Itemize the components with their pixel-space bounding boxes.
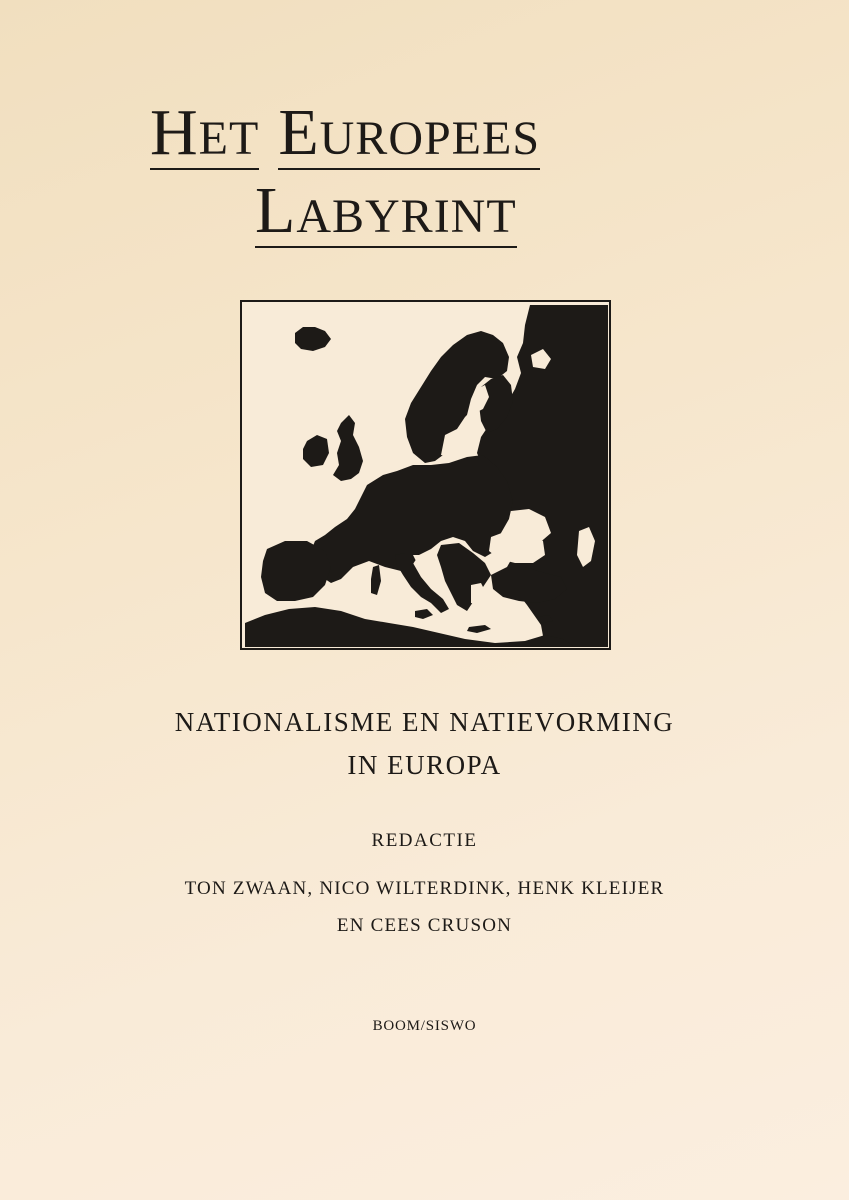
title-word-het <box>150 96 260 170</box>
subtitle-line-2: IN EUROPA <box>347 750 502 780</box>
title-word-labyrint <box>255 174 517 248</box>
title-cap-l: L <box>255 174 297 247</box>
title-cap-h: H <box>150 96 199 169</box>
subtitle-line-1: NATIONALISME EN NATIEVORMING <box>174 707 675 737</box>
europe-map-icon <box>245 305 608 647</box>
title-rest-het: ET <box>198 112 260 165</box>
title-line-2 <box>255 174 610 248</box>
title-cap-e: E <box>278 96 320 169</box>
title-line-1 <box>150 96 705 170</box>
editor-label: REDACTIE <box>371 830 478 851</box>
title-rest-labyrint: ABYRINT <box>296 190 517 243</box>
title-rest-europees: UROPEES <box>319 112 541 165</box>
publisher: BOOM/SISWO <box>372 1018 477 1034</box>
editors-line-1: TON ZWAAN, NICO WILTERDINK, HENK KLEIJER <box>184 878 665 899</box>
europe-map-frame <box>240 300 611 650</box>
editors-line-2: EN CEES CRUSON <box>336 915 513 936</box>
title-word-europees <box>278 96 541 170</box>
